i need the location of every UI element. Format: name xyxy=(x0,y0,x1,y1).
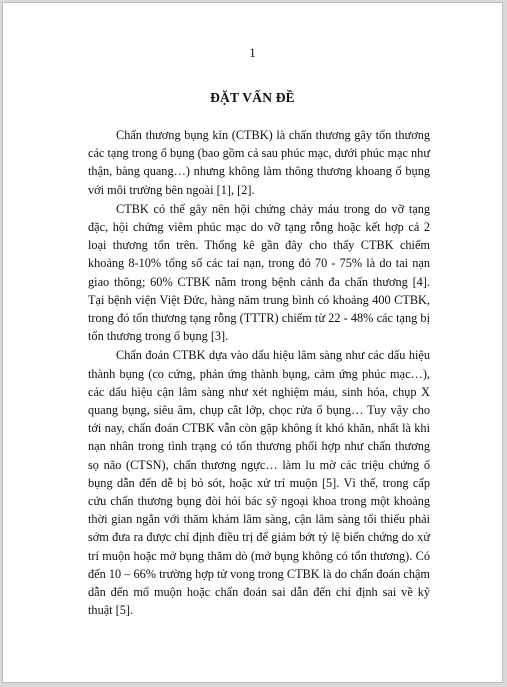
document-page xyxy=(2,2,503,683)
section-title: ĐẶT VẤN ĐỀ xyxy=(210,90,295,105)
paragraph-3: Chẩn đoán CTBK dựa vào dấu hiệu lâm sàng như các dấu hiệu thành bụng (co cứng, phản ứng thành bụng, cảm ứng phúc mạc…), các dấu hiệu cận lâm sàng như xét nghiệm máu, sinh hóa, chụp X quang bụng, siêu âm, chụp cắt lớp, chọc rửa ổ bụng… Tuy vậy cho tới nay, chẩn đoán CTBK vẫn còn gặp không ít khó khăn, nhất là khi nạn nhân trong tình trạng có tổn thương phối hợp như chấn thương sọ não (CTSN), chấn thương ngực… làm lu mờ các triệu chứng ổ bụng dẫn đến dễ bị bỏ sót, hoặc xử trí muộn [5]. Vì thế, trong cấp cứu chấn thương bụng đòi hỏi bác sỹ ngoại khoa trong một khoảng thời gian ngắn với thăm khám lâm sàng, cận lâm sàng tối thiểu phải sớm đưa ra được chỉ định điều trị để giảm bớt tỷ lệ biến chứng do xử trí muộn hoặc mở bụng thăm dò (mở bụng không có tổn thương). Có đến 10 – 66% trường hợp tử vong trong CTBK là do chẩn đoán chậm dẫn đến mổ muộn hoặc chẩn đoán sai dẫn đến chỉ định sai về kỹ thuật [5]. xyxy=(88,348,430,618)
paragraph-1: Chấn thương bụng kín (CTBK) là chấn thương gây tổn thương các tạng trong ổ bụng (bao gồm cả sau phúc mạc, dưới phúc mạc như thận, bàng quang…) nhưng không làm thông thương khoang ổ bụng với môi trường bên ngoài [1], [2]. xyxy=(88,128,430,197)
paragraph-2: CTBK có thể gây nên hội chứng chảy máu trong do vỡ tạng đặc, hội chứng viêm phúc mạc do vỡ tạng rỗng hoặc kết hợp cả 2 loại thương tổn trên. Thống kê gần đây cho thấy CTBK chiếm khoảng 8-10% tổng số các tai nạn, trong đó 70 - 75% là do tai nạn giao thông; 60% CTBK nằm trong bệnh cảnh đa chấn thương [4]. Tại bệnh viện Việt Đức, hàng năm trung bình có khoảng 400 CTBK, trong đó tổn thương tạng rỗng (TTTR) chiếm từ 22 - 48% các tạng bị tổn thương trong ổ bụng [3]. xyxy=(88,201,430,344)
page-number: 1 xyxy=(249,45,256,60)
document-body xyxy=(88,126,430,620)
